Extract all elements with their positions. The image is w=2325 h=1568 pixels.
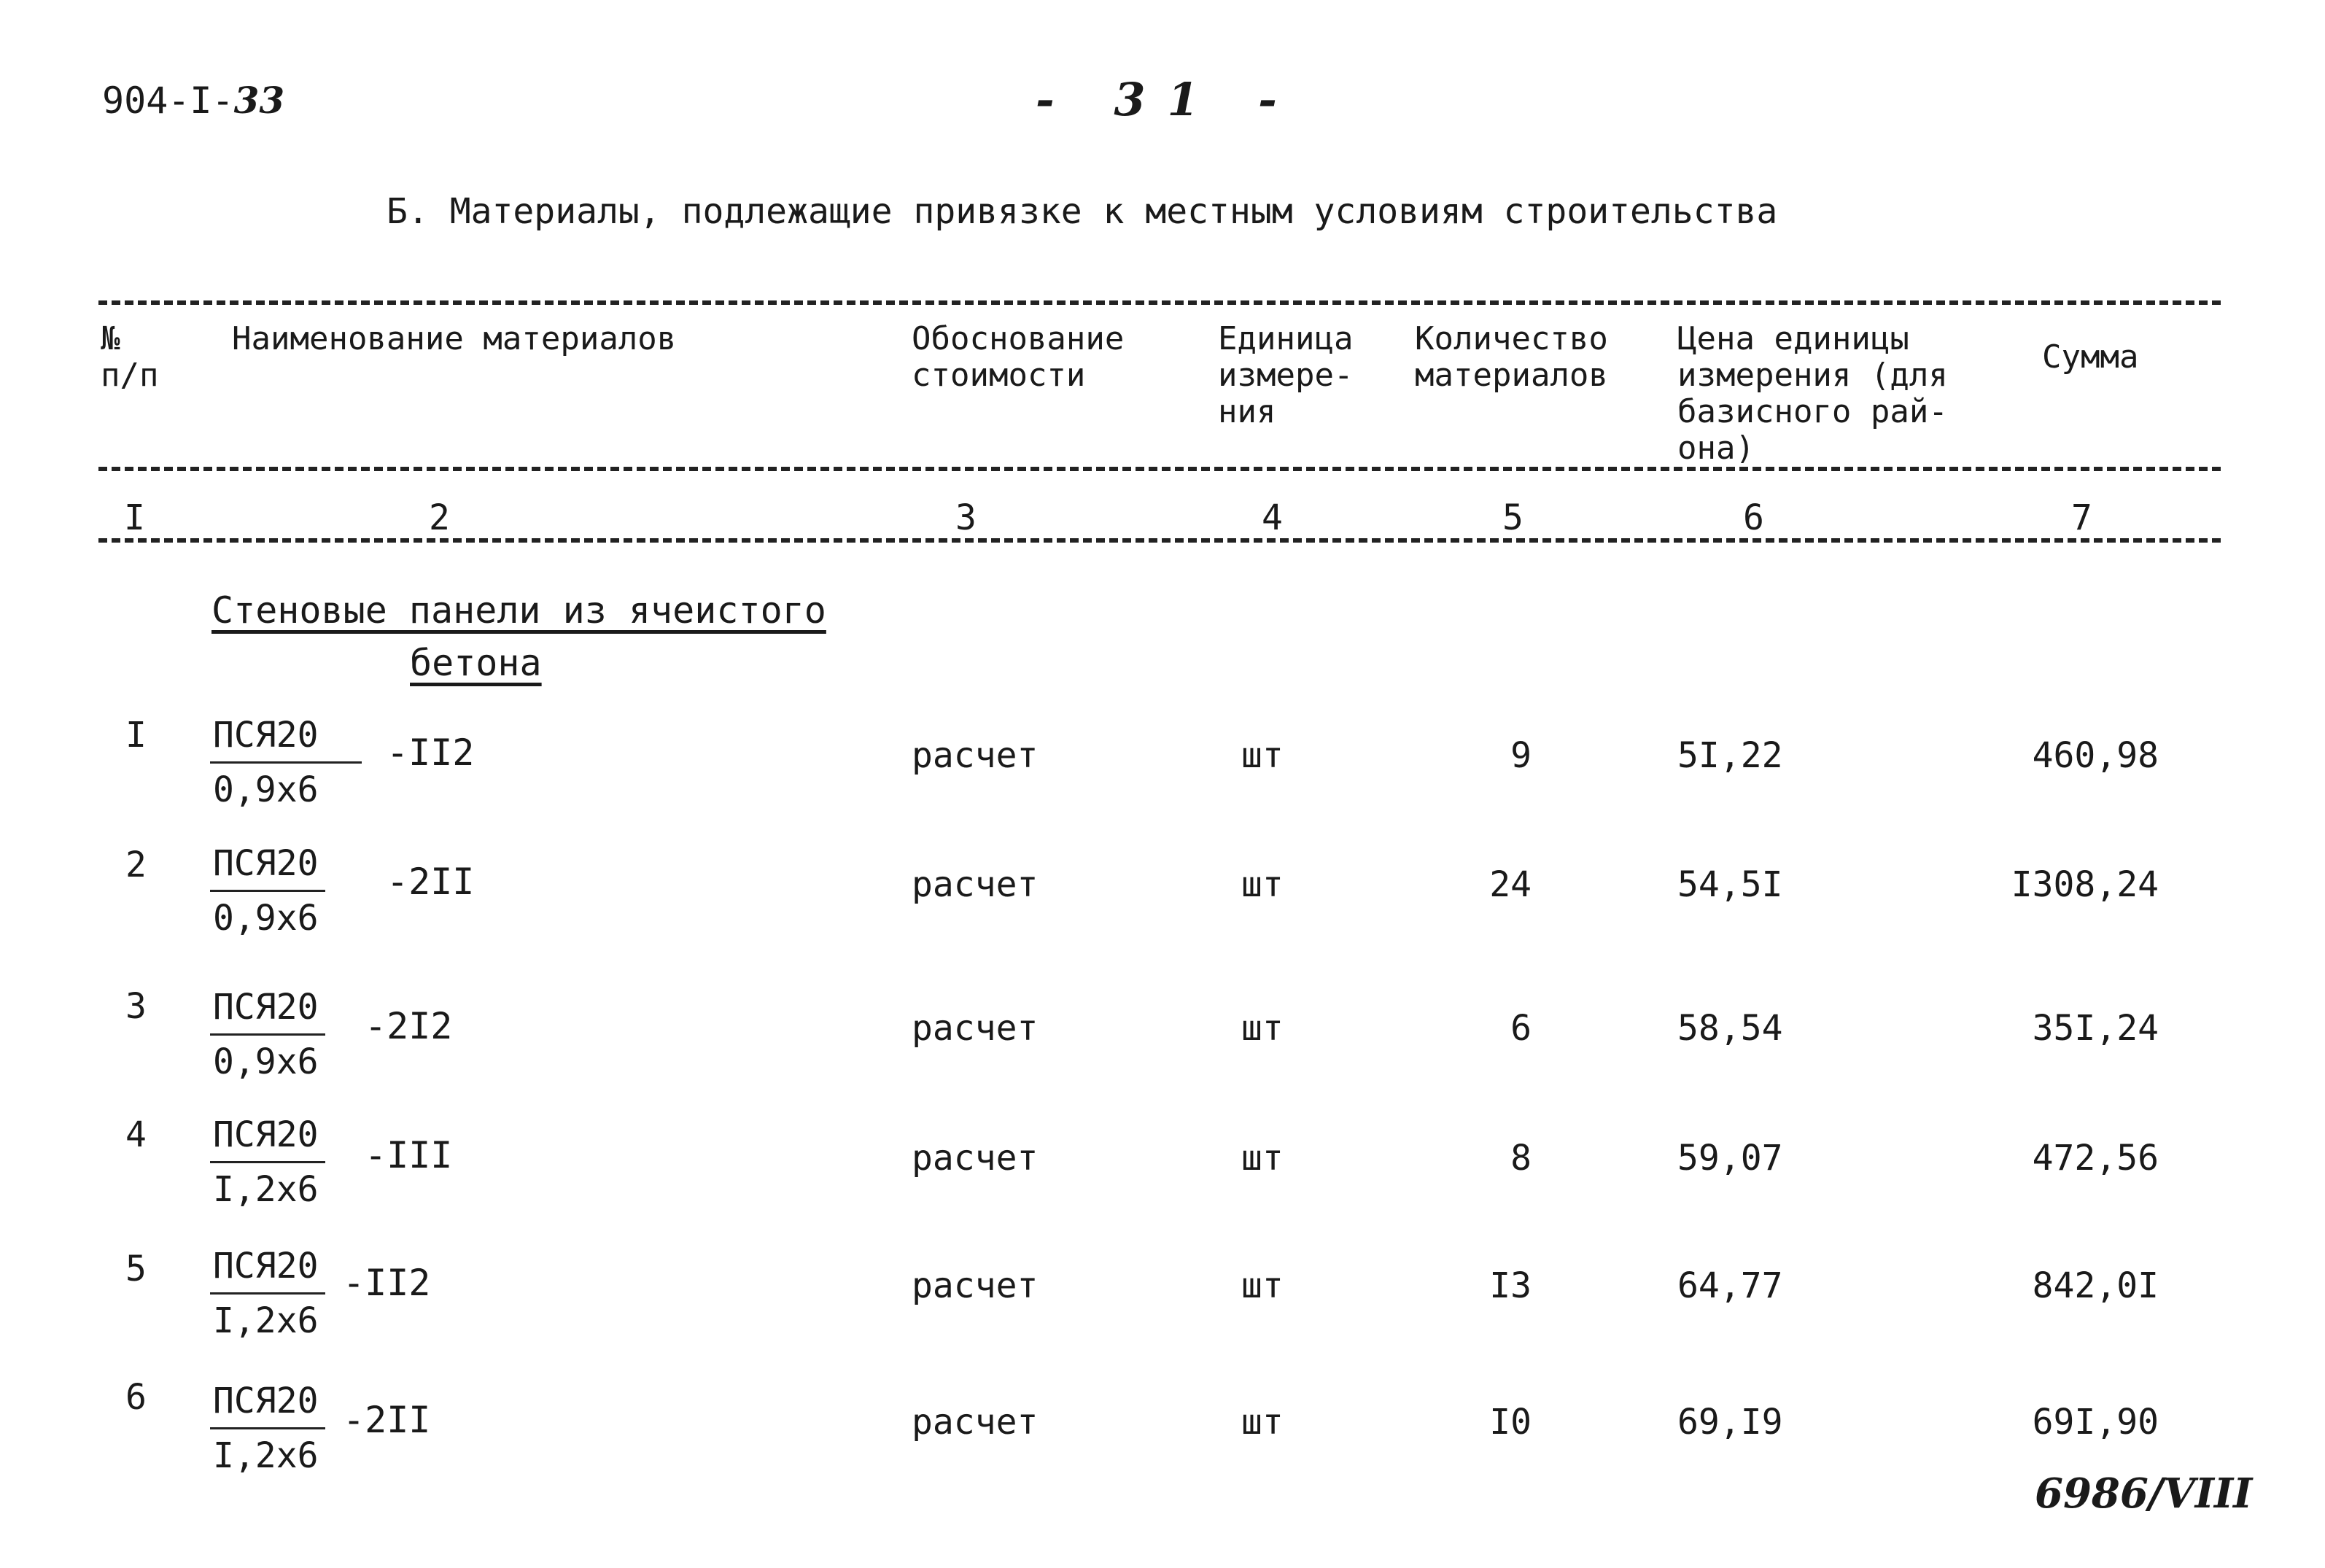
header-unit: Единица измере- ния: [1218, 320, 1354, 430]
row-number: 2: [125, 845, 147, 885]
material-fraction: [210, 837, 325, 944]
header-no: № п/п: [101, 320, 159, 394]
column-number-4: 4: [1262, 497, 1283, 538]
material-fraction: [210, 1109, 325, 1216]
material-fraction: [210, 1240, 325, 1347]
document-code-prefix: 904-I-: [102, 79, 234, 122]
material-suffix: -II2: [343, 1262, 431, 1304]
row-number: 3: [125, 986, 147, 1027]
header-bottom-rule: [98, 467, 2221, 471]
column-number-1: I: [124, 497, 145, 538]
price-cell: 58,54: [1677, 1008, 1783, 1049]
material-mark: ПСЯ20: [210, 709, 362, 764]
header-basis: Обоснование стоимости: [912, 320, 1125, 394]
sum-cell: 460,98: [2032, 735, 2159, 776]
basis-cell: расчет: [912, 864, 1039, 905]
unit-cell: шт: [1241, 735, 1284, 776]
header-name: Наименование материалов: [232, 320, 677, 357]
unit-cell: шт: [1241, 1138, 1284, 1179]
material-mark: ПСЯ20: [210, 1375, 325, 1429]
header-price: Цена единицы измерения (для базисного рай- она): [1677, 320, 1948, 467]
row-number: 4: [125, 1114, 147, 1155]
basis-cell: расчет: [912, 1265, 1039, 1306]
material-fraction: [210, 709, 362, 816]
price-cell: 59,07: [1677, 1138, 1783, 1179]
material-suffix: -2I2: [365, 1005, 453, 1047]
quantity-cell: 8: [1510, 1138, 1532, 1179]
column-number-7: 7: [2071, 497, 2092, 538]
basis-cell: расчет: [912, 1008, 1039, 1049]
sum-cell: 472,56: [2032, 1138, 2159, 1179]
material-mark: ПСЯ20: [210, 837, 325, 892]
header-sum: Сумма: [2042, 338, 2139, 376]
material-suffix: -III: [365, 1134, 453, 1176]
material-fraction: [210, 981, 325, 1088]
column-number-6: 6: [1743, 497, 1764, 538]
column-number-2: 2: [429, 497, 450, 538]
quantity-cell: 6: [1510, 1008, 1532, 1049]
price-cell: 5I,22: [1677, 735, 1783, 776]
page-number: - 31 -: [1036, 73, 1299, 126]
price-cell: 69,I9: [1677, 1402, 1783, 1443]
quantity-cell: I3: [1489, 1265, 1532, 1306]
document-code: [102, 79, 284, 122]
sum-cell: 35I,24: [2032, 1008, 2159, 1049]
unit-cell: шт: [1241, 864, 1284, 905]
material-size: I,2х6: [213, 1435, 319, 1476]
header-quantity: Количество материалов: [1415, 320, 1608, 394]
column-numbers-rule: [98, 538, 2221, 543]
material-mark: ПСЯ20: [210, 981, 325, 1036]
material-suffix: -2II: [387, 861, 475, 903]
quantity-cell: I0: [1489, 1402, 1532, 1443]
column-number-5: 5: [1502, 497, 1524, 538]
material-size: 0,9х6: [213, 769, 319, 810]
basis-cell: расчет: [912, 735, 1039, 776]
material-mark: ПСЯ20: [210, 1240, 325, 1295]
column-number-3: 3: [955, 497, 977, 538]
quantity-cell: 24: [1489, 864, 1532, 905]
unit-cell: шт: [1241, 1265, 1284, 1306]
section-title: Б. Материалы, подлежащие привязке к местным условиям строительства: [387, 191, 1778, 232]
material-size: 0,9х6: [213, 898, 319, 939]
material-mark: ПСЯ20: [210, 1109, 325, 1163]
sum-cell: 69I,90: [2032, 1402, 2159, 1443]
material-size: I,2х6: [213, 1300, 319, 1341]
row-number: 6: [125, 1377, 147, 1418]
group-title-line1: Стеновые панели из ячеистого: [211, 589, 826, 632]
row-number: I: [125, 715, 147, 756]
basis-cell: расчет: [912, 1402, 1039, 1443]
price-cell: 64,77: [1677, 1265, 1783, 1306]
basis-cell: расчет: [912, 1138, 1039, 1179]
unit-cell: шт: [1241, 1008, 1284, 1049]
material-suffix: -II2: [387, 731, 475, 774]
price-cell: 54,5I: [1677, 864, 1783, 905]
sum-cell: I308,24: [2011, 864, 2159, 905]
material-suffix: -2II: [343, 1399, 431, 1441]
material-size: 0,9х6: [213, 1041, 319, 1082]
group-title-line2: бетона: [410, 642, 542, 684]
handwritten-note: 6986/VIII: [2035, 1470, 2253, 1518]
table-top-rule: [98, 300, 2221, 305]
sum-cell: 842,0I: [2032, 1265, 2159, 1306]
unit-cell: шт: [1241, 1402, 1284, 1443]
material-size: I,2х6: [213, 1169, 319, 1210]
document-code-handwritten: 33: [233, 79, 285, 122]
quantity-cell: 9: [1510, 735, 1532, 776]
row-number: 5: [125, 1249, 147, 1289]
material-fraction: [210, 1375, 325, 1482]
